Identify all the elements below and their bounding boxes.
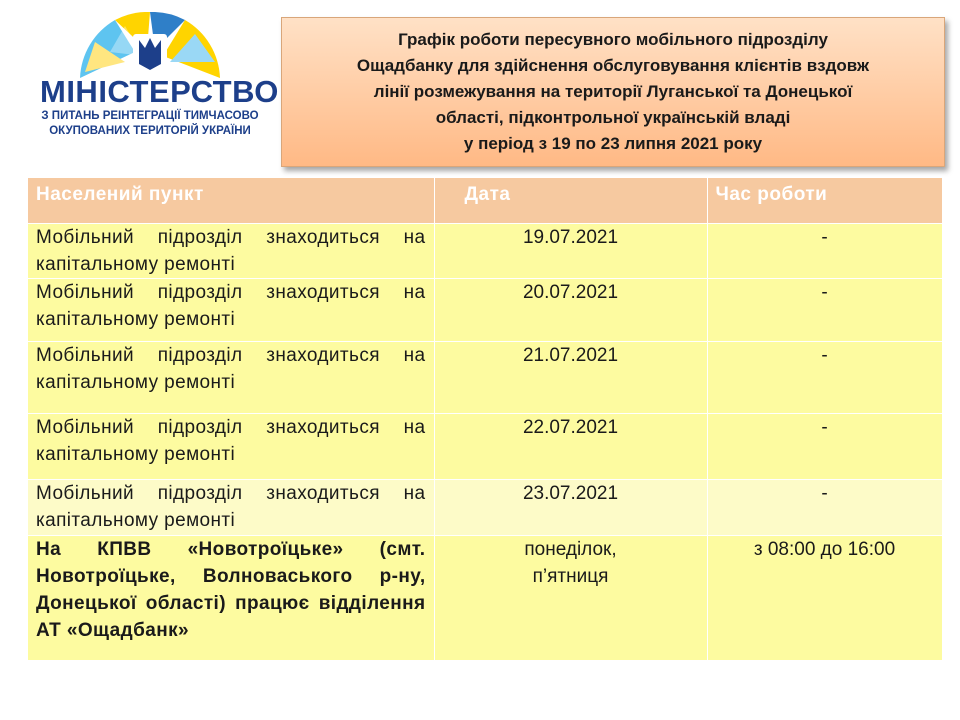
title-line: Ощадбанку для здійснення обслуговування клієнтів вздовж bbox=[356, 56, 870, 75]
date-line: понеділок, bbox=[524, 538, 617, 560]
cell-location: Мобільний підрозділ знаходиться на капітальному ремонті bbox=[28, 413, 434, 479]
header-location: Населений пункт bbox=[28, 178, 434, 223]
cell-time: - bbox=[707, 413, 942, 479]
date-line: п’ятниця bbox=[532, 565, 609, 587]
logo-subtitle-line2: ОКУПОВАНИХ ТЕРИТОРІЙ УКРАЇНИ bbox=[49, 125, 251, 137]
table-row bbox=[28, 413, 942, 479]
table-row bbox=[28, 223, 942, 278]
cell-date bbox=[434, 535, 707, 660]
cell-location: Мобільний підрозділ знаходиться на капітальному ремонті bbox=[28, 223, 434, 278]
cell-time: з 08:00 до 16:00 bbox=[707, 535, 942, 660]
table-row bbox=[28, 535, 942, 660]
cell-time: - bbox=[707, 278, 942, 341]
title-line: Графік роботи пересувного мобільного підрозділу bbox=[398, 30, 828, 49]
logo-title: МІНІСТЕРСТВО bbox=[40, 74, 279, 109]
cell-location: Мобільний підрозділ знаходиться на капітальному ремонті bbox=[28, 278, 434, 341]
title-line: у період з 19 по 23 липня 2021 року bbox=[463, 134, 763, 153]
cell-date: 20.07.2021 bbox=[434, 278, 707, 341]
header-date: Дата bbox=[434, 178, 707, 223]
cell-location: Мобільний підрозділ знаходиться на капітальному ремонті bbox=[28, 479, 434, 535]
cell-location: На КПВВ «Новотроїцьке» (смт. Новотроїцьке, Волноваського р-ну, Донецької області) працює відділення АТ «Ощадбанк» bbox=[28, 535, 434, 660]
schedule-title-box bbox=[281, 17, 945, 167]
table-header-row bbox=[28, 178, 942, 223]
ministry-emblem-icon bbox=[75, 12, 225, 78]
cell-date: 19.07.2021 bbox=[434, 223, 707, 278]
table-row bbox=[28, 479, 942, 535]
header-time: Час роботи bbox=[707, 178, 942, 223]
ministry-logo bbox=[40, 12, 279, 142]
cell-time: - bbox=[707, 479, 942, 535]
cell-date: 22.07.2021 bbox=[434, 413, 707, 479]
cell-date: 23.07.2021 bbox=[434, 479, 707, 535]
schedule-table bbox=[28, 178, 943, 660]
cell-time: - bbox=[707, 341, 942, 413]
cell-location: Мобільний підрозділ знаходиться на капітальному ремонті bbox=[28, 341, 434, 413]
table-row bbox=[28, 278, 942, 341]
title-line: області, підконтрольної українській владі bbox=[435, 108, 791, 127]
cell-date: 21.07.2021 bbox=[434, 341, 707, 413]
table-row bbox=[28, 341, 942, 413]
cell-time: - bbox=[707, 223, 942, 278]
title-line: лінії розмежування на території Луганської та Донецької bbox=[373, 82, 853, 101]
logo-subtitle-line1: З ПИТАНЬ РЕІНТЕГРАЦІЇ ТИМЧАСОВО bbox=[41, 110, 259, 122]
